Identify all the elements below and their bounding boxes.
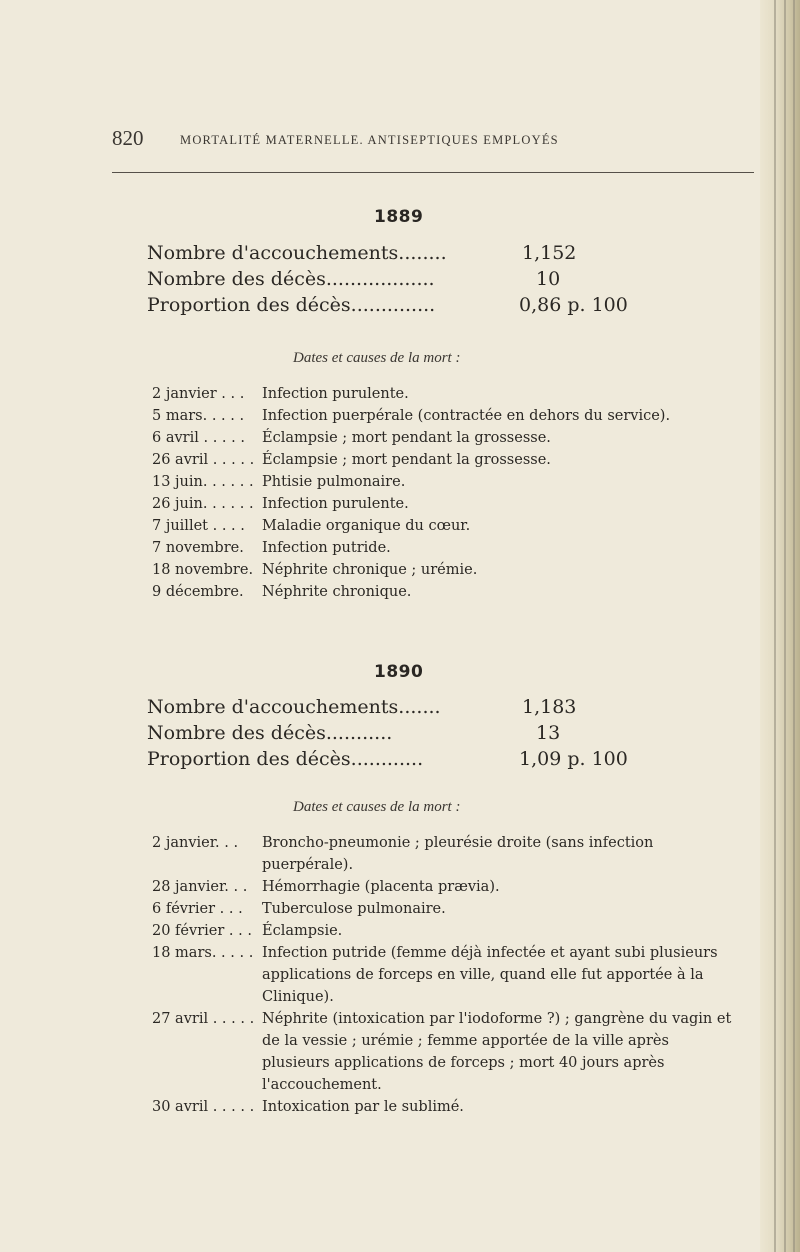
page-edge <box>760 0 800 1252</box>
stat-value: 0,86 p. 100 <box>519 294 628 316</box>
stat-row <box>147 720 687 746</box>
death-date: 26 avril . . . . . <box>152 452 255 468</box>
death-cause: Éclampsie ; mort pendant la grossesse. <box>262 452 551 468</box>
death-entry <box>152 559 732 581</box>
death-entry <box>152 832 732 876</box>
death-date: 28 janvier. . . <box>152 879 248 895</box>
death-cause: Intoxication par le sublimé. <box>262 1099 464 1115</box>
stat-label: Proportion des décès............ <box>147 748 424 770</box>
death-cause: Broncho-pneumonie ; pleurésie droite (sans infection puerpérale). <box>262 835 654 873</box>
stat-row <box>147 240 687 266</box>
death-date: 6 avril . . . . . <box>152 430 245 446</box>
death-date: 6 février . . . <box>152 901 243 917</box>
stat-row <box>147 266 687 292</box>
page-number: 820 <box>112 126 144 150</box>
stat-value: 1,152 <box>522 242 577 264</box>
stat-label: Nombre d'accouchements........ <box>147 242 447 264</box>
death-date: 26 juin. . . . . . <box>152 496 254 512</box>
death-cause: Néphrite (intoxication par l'iodoforme ?) ; gangrène du vagin et de la vessie ; urémie ; femme apportée de la ville après plusieurs applications de forceps ; mort 40 jours après l'accouchement. <box>262 1011 732 1093</box>
death-date: 20 février . . . <box>152 923 252 939</box>
stats-1889 <box>147 240 687 318</box>
death-date: 5 mars. . . . . <box>152 408 245 424</box>
stat-row <box>147 746 687 772</box>
death-entry <box>152 427 732 449</box>
stat-row <box>147 694 687 720</box>
death-date: 30 avril . . . . . <box>152 1099 255 1115</box>
stats-1890 <box>147 694 687 772</box>
death-entry <box>152 471 732 493</box>
death-entry <box>152 537 732 559</box>
death-date: 7 juillet . . . . <box>152 518 245 534</box>
deaths-list-1889 <box>152 383 732 603</box>
header-rule <box>112 172 754 173</box>
stat-label: Nombre d'accouchements....... <box>147 696 441 718</box>
causes-subheading-1889: Dates et causes de la mort : <box>293 350 461 366</box>
death-date: 27 avril . . . . . <box>152 1011 255 1027</box>
stat-label: Nombre des décès........... <box>147 722 393 744</box>
death-cause: Néphrite chronique ; urémie. <box>262 562 478 578</box>
death-date: 18 novembre. <box>152 562 254 578</box>
death-cause: Infection puerpérale (contractée en dehors du service). <box>262 408 671 424</box>
deaths-list-1890 <box>152 832 732 1118</box>
death-cause: Phtisie pulmonaire. <box>262 474 406 490</box>
death-date: 2 janvier . . . <box>152 386 245 402</box>
running-title: MORTALITÉ MATERNELLE. ANTISEPTIQUES EMPLOYÉS <box>180 133 559 147</box>
death-entry <box>152 493 732 515</box>
death-entry <box>152 383 732 405</box>
death-date: 9 décembre. <box>152 584 244 600</box>
death-cause: Éclampsie ; mort pendant la grossesse. <box>262 430 551 446</box>
stat-value: 1,183 <box>522 696 577 718</box>
death-date: 2 janvier. . . <box>152 835 239 851</box>
death-entry <box>152 449 732 471</box>
death-entry <box>152 405 732 427</box>
death-entry <box>152 920 732 942</box>
death-entry <box>152 876 732 898</box>
stat-label: Nombre des décès.................. <box>147 268 435 290</box>
death-cause: Hémorrhagie (placenta prævia). <box>262 879 500 895</box>
stat-row <box>147 292 687 318</box>
death-entry <box>152 1008 732 1096</box>
death-cause: Infection putride. <box>262 540 391 556</box>
causes-subheading-1890: Dates et causes de la mort : <box>293 799 461 815</box>
death-cause: Néphrite chronique. <box>262 584 412 600</box>
death-entry <box>152 898 732 920</box>
stat-value: 10 <box>536 268 561 290</box>
death-cause: Infection purulente. <box>262 496 409 512</box>
death-entry <box>152 1096 732 1118</box>
death-cause: Infection putride (femme déjà infectée et ayant subi plusieurs applications de forceps en ville, quand elle fut apportée à la Clinique). <box>262 945 718 1005</box>
death-cause: Éclampsie. <box>262 923 343 939</box>
death-date: 18 mars. . . . . <box>152 945 254 961</box>
stat-label: Proportion des décès.............. <box>147 294 436 316</box>
stat-value: 1,09 p. 100 <box>519 748 628 770</box>
year-1889-heading: 1889 <box>374 207 424 227</box>
death-cause: Tuberculose pulmonaire. <box>262 901 446 917</box>
stat-value: 13 <box>536 722 561 744</box>
year-1890-heading: 1890 <box>374 662 424 682</box>
page-header <box>112 126 682 156</box>
death-date: 7 novembre. <box>152 540 244 556</box>
death-entry <box>152 581 732 603</box>
death-entry <box>152 942 732 1008</box>
death-cause: Maladie organique du cœur. <box>262 518 471 534</box>
death-cause: Infection purulente. <box>262 386 409 402</box>
death-date: 13 juin. . . . . . <box>152 474 254 490</box>
death-entry <box>152 515 732 537</box>
